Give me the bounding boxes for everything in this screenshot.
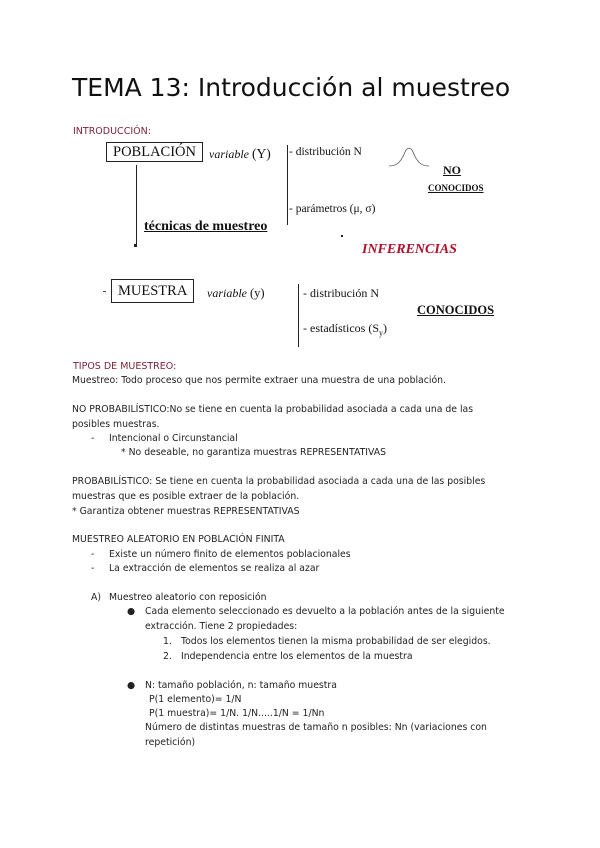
bullet-icon: ● xyxy=(127,680,136,691)
bullet1-line2: extracción. Tiene 2 propiedades: xyxy=(145,621,298,632)
list-dash: - xyxy=(91,563,95,574)
list-dash: - xyxy=(91,433,95,444)
variable-Y-label: variable (Y) xyxy=(209,146,271,161)
mas-heading: MUESTREO ALEATORIO EN POBLACIÓN FINITA xyxy=(72,534,285,545)
bullet1-line1: Cada elemento seleccionado es devuelto a la población antes de la siguiente xyxy=(145,606,505,617)
dot-marker xyxy=(341,235,343,237)
no-probabilistico-note: * No deseable, no garantiza muestras REPRESENTATIVAS xyxy=(121,447,387,458)
probabilistico-line2: muestras que es posible extraer de la población. xyxy=(72,491,300,502)
prop1-number: 1. xyxy=(163,636,172,647)
distribucion-top: - distribución N xyxy=(289,146,362,158)
no-probabilistico-item: Intencional o Circunstancial xyxy=(109,433,238,444)
poblacion-box: POBLACIÓN xyxy=(106,142,203,162)
normal-curve-icon xyxy=(388,144,430,170)
prop2-text: Independencia entre los elementos de la muestra xyxy=(181,651,413,662)
estadisticos-label: - estadísticos $(S_y)$ xyxy=(303,321,387,338)
muestra-brace-line xyxy=(298,284,299,347)
distribucion-bottom: - distribución N xyxy=(303,286,379,300)
parametros-label: - parámetros (μ, σ) xyxy=(289,203,376,215)
no-probabilistico-line2: posibles muestras. xyxy=(72,419,160,430)
mas-item-1: Existe un número finito de elementos poblacionales xyxy=(109,549,351,560)
tipos-heading: TIPOS DE MUESTREO: xyxy=(73,361,177,372)
no-probabilistico-line1: NO PROBABILÍSTICO:No se tiene en cuenta la probabilidad asociada a cada una de las xyxy=(72,404,474,415)
probabilistico-note: * Garantiza obtener muestras REPRESENTATIVAS xyxy=(72,506,300,517)
bullet2-line5: repetición) xyxy=(145,737,196,748)
muestra-box: MUESTRA xyxy=(111,279,194,303)
tick-mark xyxy=(103,291,106,292)
bullet-icon: ● xyxy=(127,606,136,617)
no-label: NO xyxy=(443,163,461,177)
list-dash: - xyxy=(91,549,95,560)
bullet2-line4: Número de distintas muestras de tamaño n posibles: Nn (variaciones con xyxy=(145,722,487,733)
arrow-head-icon xyxy=(134,244,137,247)
bullet2-line1: N: tamaño población, n: tamaño muestra xyxy=(145,680,337,691)
section-a-label: A) xyxy=(91,592,101,603)
prop2-number: 2. xyxy=(163,651,172,662)
mas-item-2: La extracción de elementos se realiza al azar xyxy=(109,563,320,574)
page-title: TEMA 13: Introducción al muestreo xyxy=(72,73,511,102)
conocidos-top: CONOCIDOS xyxy=(428,183,484,193)
inferencias-label: INFERENCIAS xyxy=(362,242,457,257)
arrow-line xyxy=(136,165,137,245)
prop1-text: Todos los elementos tienen la misma probabilidad de ser elegidos. xyxy=(181,636,491,647)
poblacion-brace-line xyxy=(287,145,288,225)
bullet2-line3: P(1 muestra)= 1/N. 1/N.....1/N = 1/Nn xyxy=(149,708,325,719)
conocidos-bottom: CONOCIDOS xyxy=(417,303,495,317)
bullet2-line2: P(1 elemento)= 1/N xyxy=(149,694,242,705)
tecnicas-label: técnicas de muestreo xyxy=(144,219,268,234)
probabilistico-line1: PROBABILÍSTICO: Se tiene en cuenta la probabilidad asociada a cada una de las posibles xyxy=(72,476,486,487)
section-a-text: Muestreo aleatorio con reposición xyxy=(109,592,267,603)
intro-heading: INTRODUCCIÓN: xyxy=(73,126,151,137)
variable-y-label: variable (y) xyxy=(207,286,265,300)
muestreo-definition: Muestreo: Todo proceso que nos permite extraer una muestra de una población. xyxy=(72,375,446,386)
